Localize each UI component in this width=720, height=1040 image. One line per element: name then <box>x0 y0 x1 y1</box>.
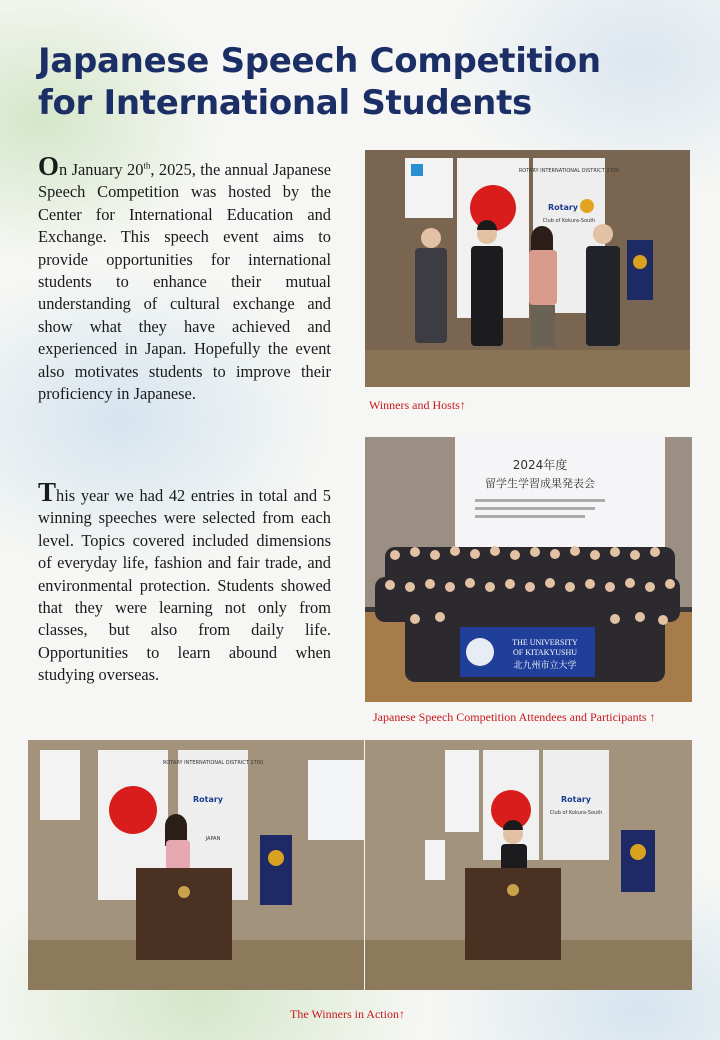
japan-text: JAPAN <box>205 836 221 842</box>
banner-line-2: OF KITAKYUSHU <box>512 648 578 657</box>
intro-text-start: n January 20 <box>59 160 144 179</box>
page-title <box>38 40 601 124</box>
title-line-2: for International Students <box>38 83 532 123</box>
rotary-text: Rotary <box>547 203 579 212</box>
attendees-caption: Japanese Speech Competition Attendees and Participants ↑ <box>373 710 656 724</box>
winners-hosts-caption: Winners and Hosts↑ <box>369 398 466 412</box>
rotary-district-text: ROTARY INTERNATIONAL DISTRICT 2700 <box>518 168 620 174</box>
winners-hosts-photo <box>365 150 690 387</box>
rotary-club-text-3: Club of Kokura-South <box>549 810 603 816</box>
intro-paragraph <box>38 151 331 405</box>
rotary-text-3: Rotary <box>560 795 592 804</box>
rotary-club-text: Club of Kokura-South <box>542 218 596 224</box>
rotary-district-text-2: ROTARY INTERNATIONAL DISTRICT 2700 <box>162 760 264 766</box>
intro-text-rest: , 2025, the annual Japanese Speech Competition was hosted by the Center for International Education and Exchange. This speech event aims to provide opportunities for international students to enhance their mutual understanding of cultural exchange and show what they have achieved and experienced in Japan. Hopefully the event also motivates students to improve their proficiency in Japanese. <box>38 160 331 404</box>
results-text: his year we had 42 entries in total and 5 winning speeches were selected from each level. Topics covered included dimensions of everyday life, fashion and fair trade, and environmental protection. Students showed that they were learning not only from classes, but also from daily life. Opportunities to learn abound when studying overseas. <box>38 486 331 685</box>
attendees-photo <box>365 437 692 702</box>
results-paragraph <box>38 477 331 687</box>
rotary-text-2: Rotary <box>192 795 224 804</box>
winner-speech-photo-right <box>365 740 692 990</box>
winner-speech-photo-left <box>28 740 364 990</box>
banner-line-3: 北九州市立大学 <box>513 661 577 671</box>
in-action-caption: The Winners in Action↑ <box>290 1007 405 1021</box>
drop-cap: T <box>38 477 57 507</box>
drop-cap: O <box>38 151 60 181</box>
banner-line-1: THE UNIVERSITY <box>512 638 578 647</box>
screen-subtitle-text: 留学生学習成果発表会 <box>485 477 595 490</box>
title-line-1: Japanese Speech Competition <box>38 41 601 81</box>
ordinal-suffix: th <box>143 160 151 171</box>
screen-title-text: 2024年度 <box>512 458 568 472</box>
